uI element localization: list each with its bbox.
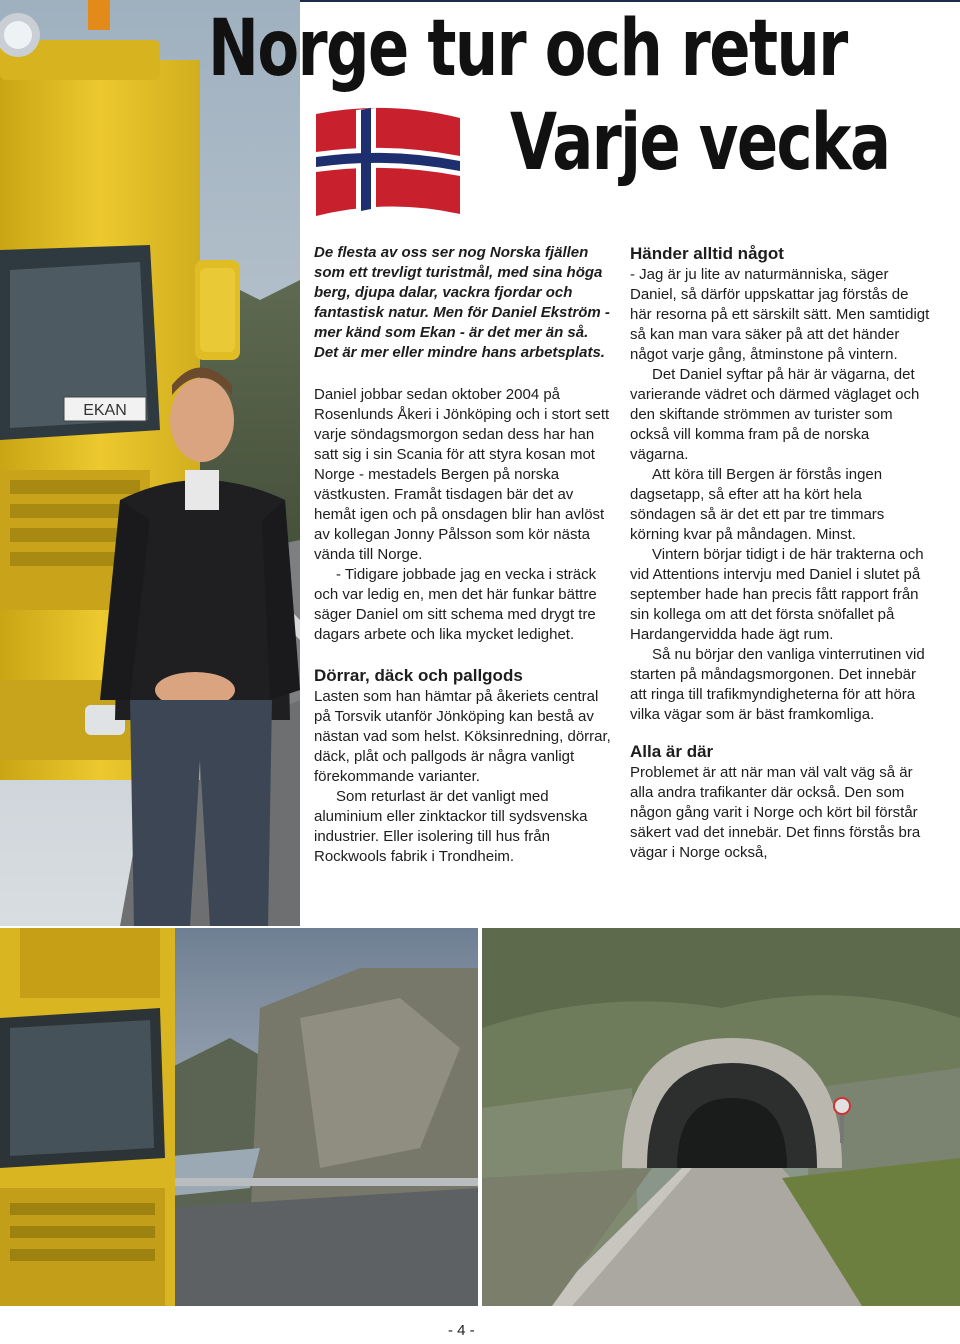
fjord-truck-photo: [0, 928, 478, 1306]
page-title-line-2: Varje vecka: [510, 98, 890, 188]
paragraph: Lasten som han hämtar på åkeriets central på Torsvik utanför Jönköping kan bestå av nästan vad som helst. Köksinredning, dörrar, däck, plåt och pallgods är några vanligt förekommande varianter.: [314, 688, 611, 785]
article-lead: De flesta av oss ser nog Norska fjällen som ett trevligt turistmål, med sina höga berg, djupa dalar, vackra fjordar och fantastisk natur. Men för Daniel Ekström - mer känd som Ekan - är det mer än så. Det är mer eller mindre hans arbetsplats.: [314, 244, 610, 361]
paragraph: Vintern börjar tidigt i de här trakterna och vid Attentions intervju med Daniel i slutet på september hade han precis fått rapport från sin kollega om att det första snöfallet på Hardangervidda hade ägt rum.: [630, 546, 924, 643]
norwegian-flag-image: [312, 104, 464, 222]
page-title-line-1: Norge tur och retur: [208, 4, 847, 94]
paragraph: Problemet är att när man väl valt väg så är alla andra trafikanter där också. Den som någon gång varit i Norge och kört bil förstår säkert vad det innebär. Det finns förstås bra vägar i Norge också,: [630, 764, 921, 861]
paragraph: - Tidigare jobbade jag en vecka i sträck och var ledig en, men det här funkar bättre säger Daniel om sitt schema med drygt tre dagars arbete och lika mycket ledighet.: [314, 566, 597, 643]
paragraph: Det Daniel syftar på här är vägarna, det varierande vädret och därmed väglaget och den skiftande strömmen av turister som också vill komma fram på de norska vägarna.: [630, 366, 920, 463]
section-heading: Dörrar, däck och pallgods: [314, 666, 523, 685]
section-heading: Alla är där: [630, 742, 714, 761]
page-number: - 4 -: [448, 1322, 475, 1339]
paragraph: Som returlast är det vanligt med aluminium eller zinktackor till sydsvenska industrier. Eller isolering till hus från Rockwools fabrik i Trondheim.: [314, 788, 588, 865]
truck-plate-text: EKAN: [83, 402, 127, 419]
paragraph: Daniel jobbar sedan oktober 2004 på Rosenlunds Åkeri i Jönköping och i stort sett varje söndagsmorgon sedan dess har han satt sig i sin Scania för att styra kosan mot Norge - mestadels Bergen på norska västkusten. Framåt tisdagen bär det av hemåt igen och på onsdagen blir han avlöst av kollegan Jonny Pålsson som kör nästa vända till Norge.: [314, 386, 610, 563]
road-tunnel-photo: [482, 928, 960, 1306]
truck-driver-illustration: [0, 0, 300, 926]
truck-driver-photo: [0, 0, 300, 926]
article-column-right: [630, 243, 930, 863]
section-heading: Händer alltid något: [630, 244, 784, 263]
paragraph: Så nu börjar den vanliga vinterrutinen vid starten på måndagsmorgonen. Det innebär att ringa till trafikmyndigheterna för att höra vilka vägar som är bäst framkomliga.: [630, 646, 925, 723]
paragraph: Att köra till Bergen är förstås ingen dagsetapp, så efter att ha kört hela söndagen så är det ett par tre timmars körning kvar på måndagen. Minst.: [630, 466, 885, 543]
paragraph: - Jag är ju lite av naturmänniska, säger Daniel, så därför uppskattar jag förstås de här resorna på ett särskilt sätt. Men samtidigt så kan man vara säker på att det händer något varje gång, åtminstone på vintern.: [630, 266, 930, 363]
article-column-left: [314, 243, 614, 867]
